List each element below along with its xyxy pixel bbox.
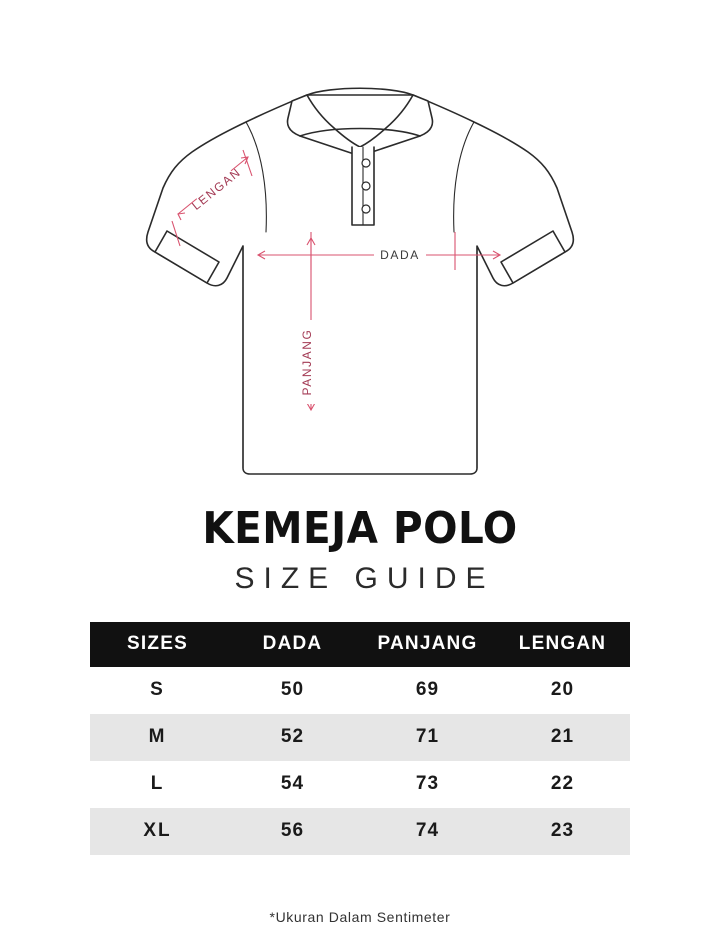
cell-dada: 52	[225, 714, 360, 761]
table-header-row	[90, 622, 630, 667]
cell-lengan: 20	[550, 679, 575, 701]
title-block	[0, 503, 720, 596]
size-table-body	[90, 667, 630, 855]
cell-panjang: 74	[360, 808, 495, 855]
table-row	[90, 808, 630, 855]
cell-dada: 50	[280, 679, 305, 701]
cell-panjang: 69	[415, 679, 440, 701]
cell-dada: 56	[225, 808, 360, 855]
size-table	[90, 622, 630, 855]
cell-lengan: 22	[550, 773, 575, 795]
cell-size: L	[150, 773, 165, 795]
size-table-head	[90, 622, 630, 667]
cell-size: XL	[90, 808, 225, 855]
cell-dada: 54	[280, 773, 305, 795]
annotation-label-dada: DADA	[380, 248, 420, 262]
footnote: *Ukuran Dalam Sentimeter	[269, 909, 451, 925]
cell-size: M	[90, 714, 225, 761]
cell-panjang: 73	[415, 773, 440, 795]
cell-lengan: 21	[495, 714, 630, 761]
table-row	[90, 714, 630, 761]
page-subtitle: SIZE GUIDE	[234, 562, 495, 596]
column-header-lengan: LENGAN	[495, 622, 630, 667]
annotation-label-panjang: PANJANG	[300, 328, 314, 396]
annotation-label-lengan: LENGAN	[189, 164, 244, 213]
column-header-dada: DADA	[225, 622, 360, 667]
cell-panjang: 71	[360, 714, 495, 761]
page-title: KEMEJA POLO	[202, 503, 518, 554]
table-row	[90, 761, 630, 808]
size-table-wrapper	[90, 622, 630, 855]
column-header-sizes: SIZES	[90, 622, 225, 667]
column-header-panjang: PANJANG	[360, 622, 495, 667]
cell-lengan: 23	[495, 808, 630, 855]
cell-size: S	[150, 679, 165, 701]
table-row	[90, 667, 630, 714]
